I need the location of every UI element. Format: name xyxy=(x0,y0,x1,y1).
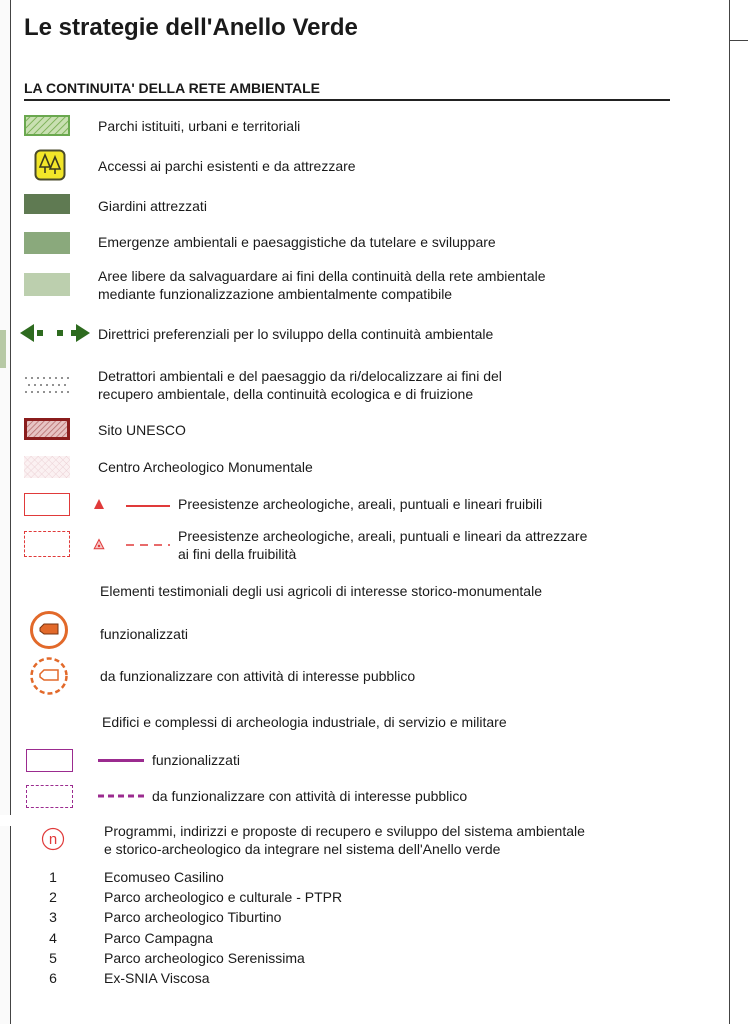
preesistenze-line xyxy=(126,505,170,507)
preesistenze-dashed-line xyxy=(126,543,170,547)
program-number: 6 xyxy=(49,970,57,986)
parks-label: Parchi istituiti, urbani e territoriali xyxy=(98,118,301,134)
red-outline-triangle-icon xyxy=(93,538,105,550)
preesistenze-attrezzare-box xyxy=(24,531,70,557)
program-number: 4 xyxy=(49,930,57,946)
detrattori-label-line2: recupero ambientale, della continuità ecologica e di fruizione xyxy=(98,386,474,402)
aree-libere-swatch xyxy=(24,273,70,296)
programmi-label-line2: e storico-archeologico da integrare nel sistema dell'Anello verde xyxy=(104,841,501,857)
program-number: 5 xyxy=(49,950,57,966)
elementi-da-funzionalizzare-label: da funzionalizzare con attività di interesse pubblico xyxy=(100,668,416,684)
elementi-heading: Elementi testimoniali degli usi agricoli di interesse storico-monumentale xyxy=(100,583,542,599)
giardini-label: Giardini attrezzati xyxy=(98,198,207,214)
unesco-label: Sito UNESCO xyxy=(98,422,186,438)
program-name: Parco Campagna xyxy=(104,930,213,946)
map-frame-right xyxy=(729,0,748,1024)
direttrici-arrow-icon xyxy=(18,322,92,344)
aree-libere-label-line1: Aree libere da salvaguardare ai fini della continuità della rete ambientale xyxy=(98,268,546,284)
map-frame-right-corner xyxy=(730,0,748,41)
edifici-funzionalizzati-label: funzionalizzati xyxy=(152,752,240,768)
detrattori-dots-icon xyxy=(24,374,72,398)
orange-circle-dashed-icon xyxy=(28,655,70,697)
elementi-funzionalizzati-label: funzionalizzati xyxy=(100,626,188,642)
legend-title: Le strategie dell'Anello Verde xyxy=(24,14,358,41)
giardini-swatch xyxy=(24,194,70,214)
orange-circle-filled-icon xyxy=(28,609,70,651)
preesistenze-attrezzare-label-line2: ai fini della fruibilità xyxy=(178,546,297,562)
emergenze-label: Emergenze ambientali e paesaggistiche da tutelare e sviluppare xyxy=(98,234,496,250)
map-edge-fragment xyxy=(0,330,6,368)
red-triangle-icon xyxy=(93,498,105,510)
emergenze-swatch xyxy=(24,232,70,254)
centro-archeologico-swatch xyxy=(24,456,70,478)
edifici-da-funzionalizzare-label: da funzionalizzare con attività di interesse pubblico xyxy=(152,788,468,804)
edifici-da-funz-dashed-line xyxy=(98,794,144,798)
edifici-funz-line xyxy=(98,759,144,762)
preesistenze-attrezzare-label-line1: Preesistenze archeologiche, areali, puntuali e lineari da attrezzare xyxy=(178,528,588,544)
map-frame-left xyxy=(0,0,11,815)
program-name: Ecomuseo Casilino xyxy=(104,869,224,885)
map-frame-left-lower xyxy=(0,826,11,1024)
section-rule xyxy=(24,99,670,101)
aree-libere-label-line2: mediante funzionalizzazione ambientalmente compatibile xyxy=(98,286,453,302)
trees-access-icon xyxy=(34,149,66,181)
program-name: Parco archeologico e culturale - PTPR xyxy=(104,889,343,905)
program-number: 3 xyxy=(49,909,57,925)
programmi-label-line1: Programmi, indirizzi e proposte di recupero e sviluppo del sistema ambientale xyxy=(104,823,585,839)
preesistenze-fruibili-label: Preesistenze archeologiche, areali, puntuali e lineari fruibili xyxy=(178,496,543,512)
parks-swatch xyxy=(24,115,70,136)
unesco-swatch xyxy=(24,418,70,440)
detrattori-label-line1: Detrattori ambientali e del paesaggio da ri/delocalizzare ai fini del xyxy=(98,368,502,384)
program-name: Parco archeologico Serenissima xyxy=(104,950,305,966)
edifici-da-funz-box xyxy=(26,785,73,808)
program-symbol-text: n xyxy=(48,831,58,848)
preesistenze-area-box xyxy=(24,493,70,516)
section-title: LA CONTINUITA' DELLA RETE AMBIENTALE xyxy=(24,80,321,96)
accessi-label: Accessi ai parchi esistenti e da attrezzare xyxy=(98,158,356,174)
program-name: Parco archeologico Tiburtino xyxy=(104,909,282,925)
direttrici-label: Direttrici preferenziali per lo sviluppo della continuità ambientale xyxy=(98,326,494,342)
program-number: 1 xyxy=(49,869,57,885)
program-number-circle-icon xyxy=(41,827,65,851)
edifici-heading: Edifici e complessi di archeologia industriale, di servizio e militare xyxy=(102,714,507,730)
program-number: 2 xyxy=(49,889,57,905)
program-name: Ex-SNIA Viscosa xyxy=(104,970,210,986)
edifici-funz-box xyxy=(26,749,73,772)
centro-archeologico-label: Centro Archeologico Monumentale xyxy=(98,459,313,475)
